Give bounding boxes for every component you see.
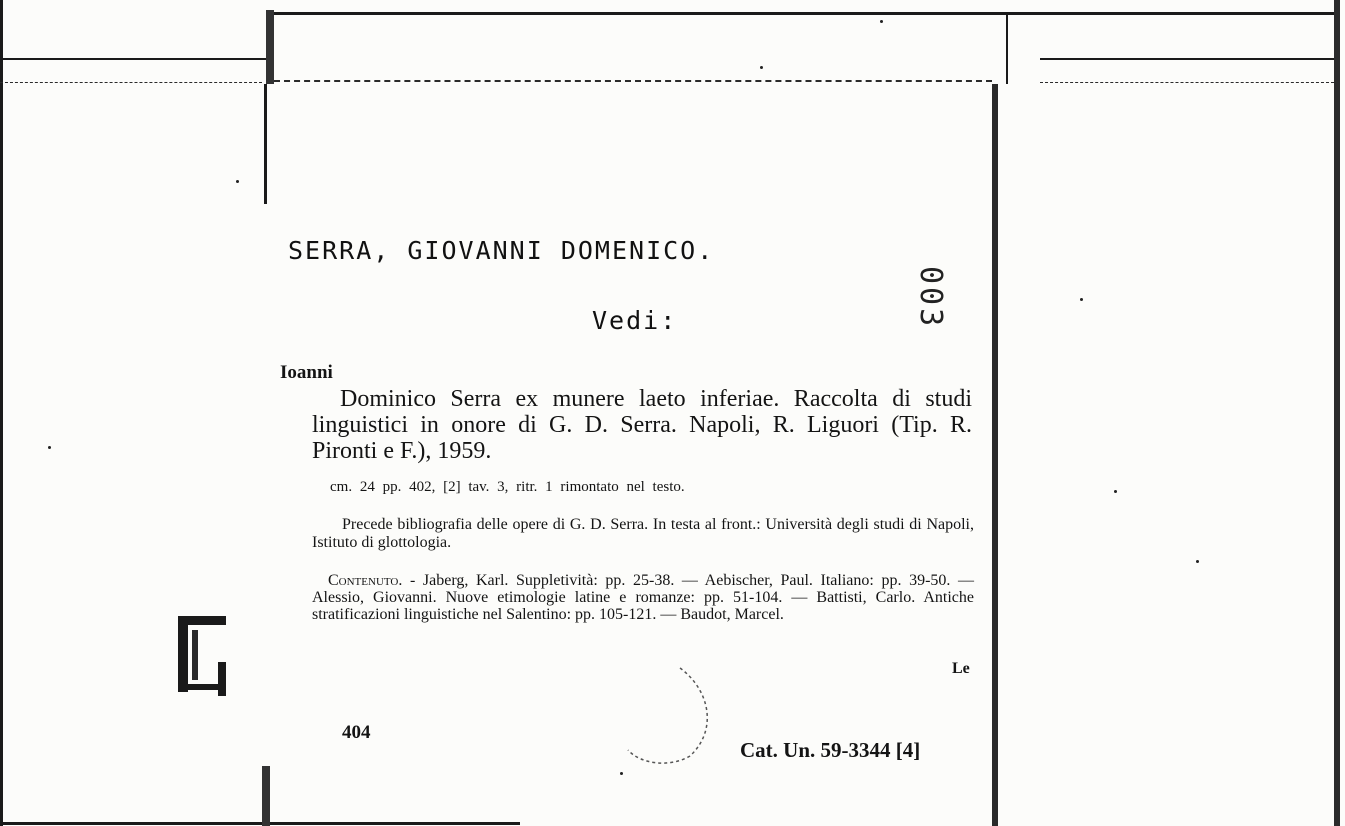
contents-label: Contenuto. <box>328 572 403 589</box>
card-inner-right-edge <box>1006 14 1008 84</box>
contents-paragraph <box>312 572 974 623</box>
scan-edge-left <box>0 0 3 826</box>
note-text: Precede bibliografia delle opere di G. D. Serra. In testa al front.: Università degli studi di Napoli, Istituto di glottologia. <box>312 516 974 551</box>
title-text: Dominico Serra ex munere laeto inferiae. Raccolta di studi linguistici in onore di G. D. Serra. Napoli, R. Liguori (Tip. R. Pironti e F.), 1959. <box>312 386 972 464</box>
catalog-number: Cat. Un. 59-3344 [4] <box>740 738 921 762</box>
speck <box>1080 298 1083 301</box>
left-neighbor-edge <box>0 58 266 60</box>
scan-edge-right <box>1334 0 1340 826</box>
card-top-edge <box>268 12 1334 15</box>
circle-smudge <box>610 660 730 770</box>
collation-line: cm. 24 pp. 402, [2] tav. 3, ritr. 1 rimontato nel testo. <box>330 479 685 495</box>
contents-continued: Le <box>952 660 970 677</box>
note-paragraph <box>312 516 974 552</box>
speck <box>48 446 51 449</box>
lower-left-tab <box>262 766 270 826</box>
title-paragraph <box>312 386 972 464</box>
page-number: 404 <box>342 722 371 743</box>
tab-marker-icon <box>178 612 230 698</box>
card-right-edge <box>992 84 998 826</box>
card-heading: SERRA, GIOVANNI DOMENICO. <box>288 236 715 265</box>
stamp-number: 003 <box>913 266 948 330</box>
card-bottom-left <box>0 822 520 825</box>
speck <box>1114 490 1117 493</box>
speck <box>620 772 623 775</box>
entry-heading: Ioanni <box>280 362 333 383</box>
contents-text: - Jaberg, Karl. Suppletività: pp. 25-38. — Aebischer, Paul. Italiano: pp. 39-50. — Alessio, Giovanni. Nuove etimologie latine e romanze: pp. 51-104. — Battisti, Carlo. Antiche stratificazioni linguistiche nel Salentino: pp. 105-121. — Baudot, Marcel. <box>312 572 974 623</box>
card-left-edge-upper <box>264 84 267 204</box>
left-ruled-line <box>0 82 262 83</box>
right-neighbor-edge <box>1040 58 1334 60</box>
speck <box>1196 560 1199 563</box>
card-left-tab <box>266 10 274 84</box>
right-ruled-line <box>1040 82 1334 83</box>
speck <box>760 66 763 69</box>
speck <box>236 180 239 183</box>
card-top-ruled-line <box>274 80 992 82</box>
speck <box>880 20 883 23</box>
see-reference-label: Vedi: <box>592 306 678 335</box>
